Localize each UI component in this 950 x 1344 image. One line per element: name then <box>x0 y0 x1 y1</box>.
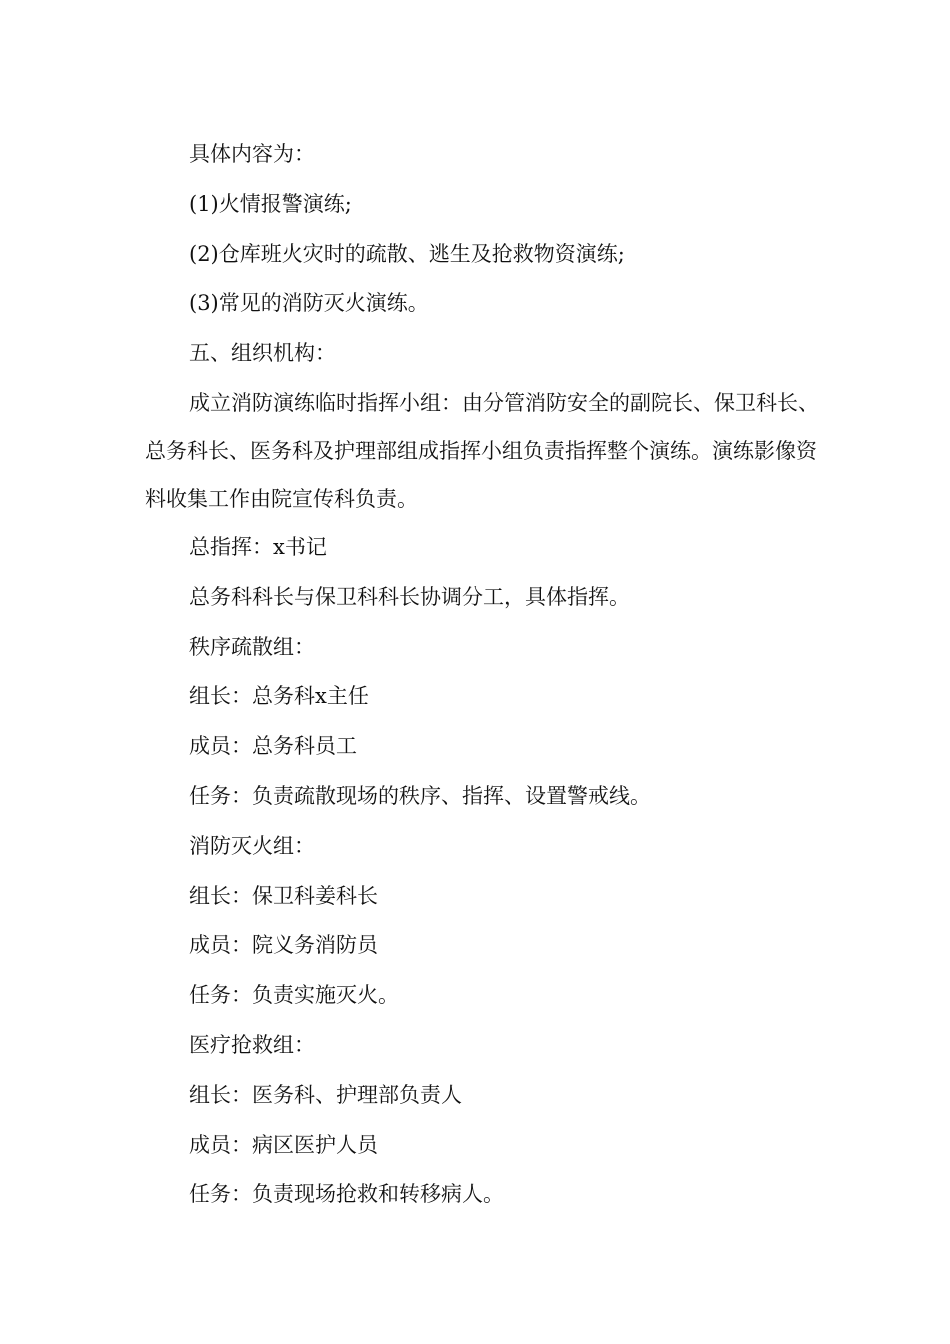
paragraph-coordination: 总务科科长与保卫科科长协调分工，具体指挥。 <box>189 584 630 609</box>
firefighting-task: 任务：负责实施灭火。 <box>189 983 399 1008</box>
paragraph-item-1: (1)火情报警演练; <box>189 191 352 216</box>
group-heading-firefighting: 消防灭火组： <box>189 833 315 858</box>
paragraph-item-2: (2)仓库班火灾时的疏散、逃生及抢救物资演练; <box>189 241 625 266</box>
evacuation-members: 成员：总务科员工 <box>189 734 357 759</box>
medical-members: 成员：病区医护人员 <box>189 1132 378 1157</box>
firefighting-members: 成员：院义务消防员 <box>189 933 378 958</box>
medical-task: 任务：负责现场抢救和转移病人。 <box>189 1182 504 1207</box>
firefighting-leader: 组长：保卫科姜科长 <box>189 883 378 908</box>
group-heading-evacuation: 秩序疏散组： <box>189 634 315 659</box>
section-heading-organization: 五、组织机构： <box>189 341 336 366</box>
paragraph-command-group: 成立消防演练临时指挥小组：由分管消防安全的副院长、保卫科长、总务科长、医务科及护理部组成指挥小组负责指挥整个演练。演练影像资料收集工作由院宣传科负责。 <box>145 390 819 511</box>
paragraph-intro: 具体内容为： <box>189 142 315 166</box>
group-heading-medical: 医疗抢救组： <box>189 1032 315 1057</box>
document-body <box>145 130 825 1220</box>
evacuation-leader: 组长：总务科x主任 <box>189 684 369 709</box>
medical-leader: 组长：医务科、护理部负责人 <box>189 1082 462 1107</box>
paragraph-item-3: (3)常见的消防灭火演练。 <box>189 291 429 316</box>
paragraph-chief-commander: 总指挥：x书记 <box>189 534 327 559</box>
evacuation-task: 任务：负责疏散现场的秩序、指挥、设置警戒线。 <box>189 783 651 808</box>
